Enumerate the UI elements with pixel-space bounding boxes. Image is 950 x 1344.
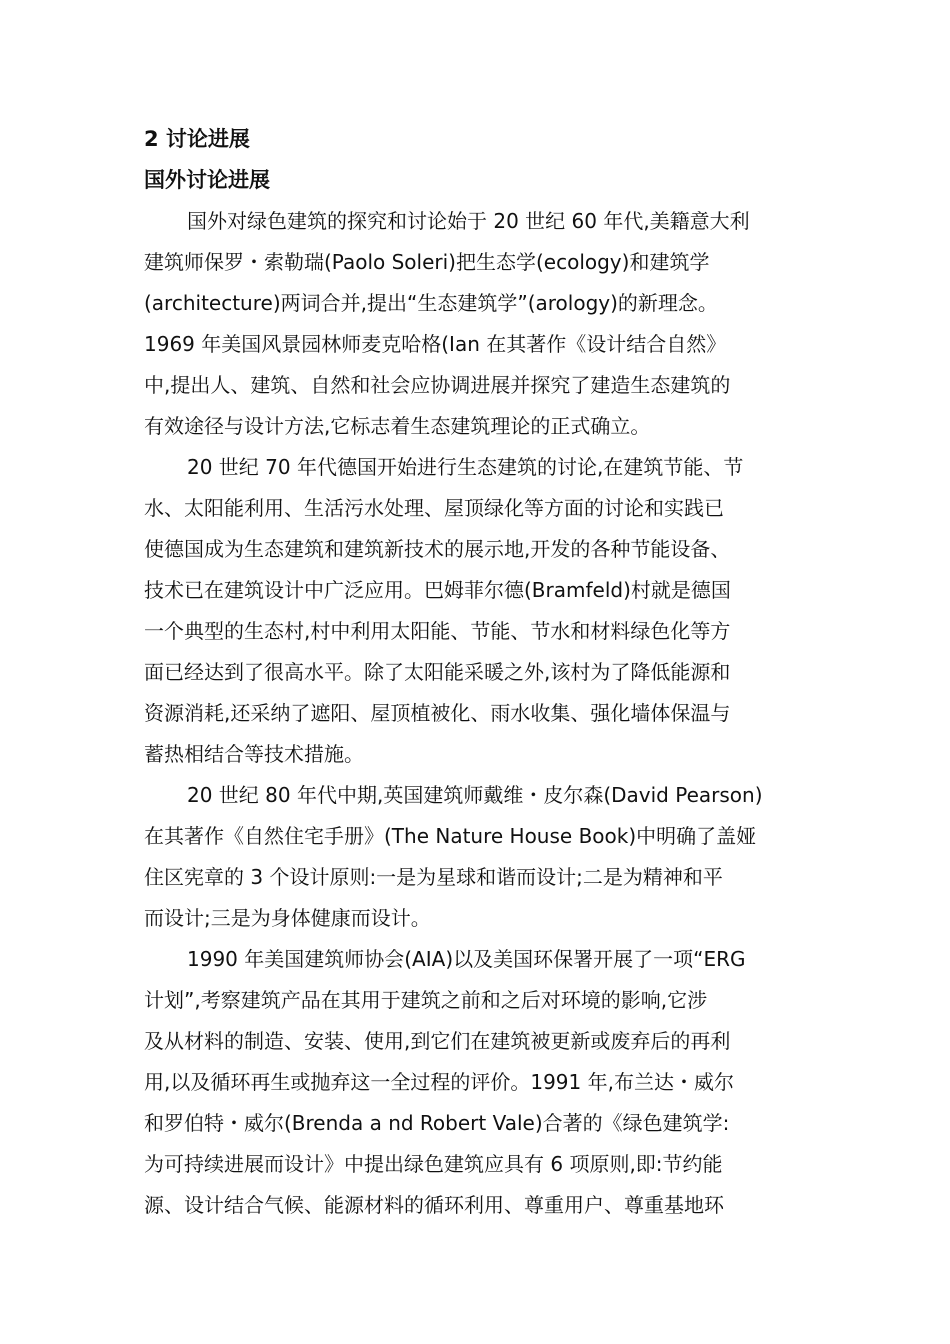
- paragraph-line: 为可持续进展而设计》中提出绿色建筑应具有 6 项原则,即:节约能: [144, 1152, 723, 1176]
- paragraph-line: 1969 年美国风景园林师麦克哈格(Ian 在其著作《设计结合自然》: [144, 332, 727, 356]
- paragraph-2: [144, 447, 808, 775]
- paragraph-line: 计划”,考察建筑产品在其用于建筑之前和之后对环境的影响,它涉: [144, 988, 708, 1012]
- section-heading: 2 讨论进展: [144, 127, 250, 151]
- paragraph-line: 源、设计结合气候、能源材料的循环利用、尊重用户、尊重基地环: [144, 1193, 724, 1217]
- paragraph-line: (architecture)两词合并,提出“生态建筑学”(arology)的新理念。: [144, 291, 718, 315]
- document-page: [144, 119, 808, 1226]
- paragraph-line: 技术已在建筑设计中广泛应用。巴姆菲尔德(Bramfeld)村就是德国: [144, 578, 731, 602]
- paragraph-4: [144, 939, 808, 1226]
- paragraph-line: 资源消耗,还采纳了遮阳、屋顶植被化、雨水收集、强化墙体保温与: [144, 701, 731, 725]
- paragraph-line: 住区宪章的 3 个设计原则:一是为星球和谐而设计;二是为精神和平: [144, 865, 723, 889]
- paragraph-line: 建筑师保罗・索勒瑞(Paolo Soleri)把生态学(ecology)和建筑学: [144, 250, 710, 274]
- paragraph-3: [144, 775, 808, 939]
- paragraph-1: [144, 201, 808, 447]
- paragraph-line: 20 世纪 80 年代中期,英国建筑师戴维・皮尔森(David Pearson): [187, 783, 763, 807]
- paragraph-line: 水、太阳能利用、生活污水处理、屋顶绿化等方面的讨论和实践已: [144, 496, 724, 520]
- paragraph-line: 一个典型的生态村,村中利用太阳能、节能、节水和材料绿色化等方: [144, 619, 731, 643]
- paragraph-line: 中,提出人、建筑、自然和社会应协调进展并探究了建造生态建筑的: [144, 373, 731, 397]
- paragraph-line: 用,以及循环再生或抛弃这一全过程的评价。1991 年,布兰达・威尔: [144, 1070, 734, 1094]
- paragraph-line: 国外对绿色建筑的探究和讨论始于 20 世纪 60 年代,美籍意大利: [187, 209, 750, 233]
- paragraph-line: 1990 年美国建筑师协会(AIA)以及美国环保署开展了一项“ERG: [187, 947, 746, 971]
- paragraph-line: 蓄热相结合等技术措施。: [144, 742, 364, 766]
- paragraph-line: 使德国成为生态建筑和建筑新技术的展示地,开发的各种节能设备、: [144, 537, 731, 561]
- paragraph-line: 及从材料的制造、安装、使用,到它们在建筑被更新或废弃后的再利: [144, 1029, 731, 1053]
- paragraph-line: 而设计;三是为身体健康而设计。: [144, 906, 431, 930]
- paragraph-line: 20 世纪 70 年代德国开始进行生态建筑的讨论,在建筑节能、节: [187, 455, 744, 479]
- paragraph-line: 在其著作《自然住宅手册》(The Nature House Book)中明确了盖娅: [144, 824, 757, 848]
- paragraph-line: 面已经达到了很高水平。除了太阳能采暖之外,该村为了降低能源和: [144, 660, 731, 684]
- subsection-heading: 国外讨论进展: [144, 168, 270, 192]
- paragraph-line: 有效途径与设计方法,它标志着生态建筑理论的正式确立。: [144, 414, 651, 438]
- paragraph-line: 和罗伯特・威尔(Brenda a nd Robert Vale)合著的《绿色建筑学:: [144, 1111, 730, 1135]
